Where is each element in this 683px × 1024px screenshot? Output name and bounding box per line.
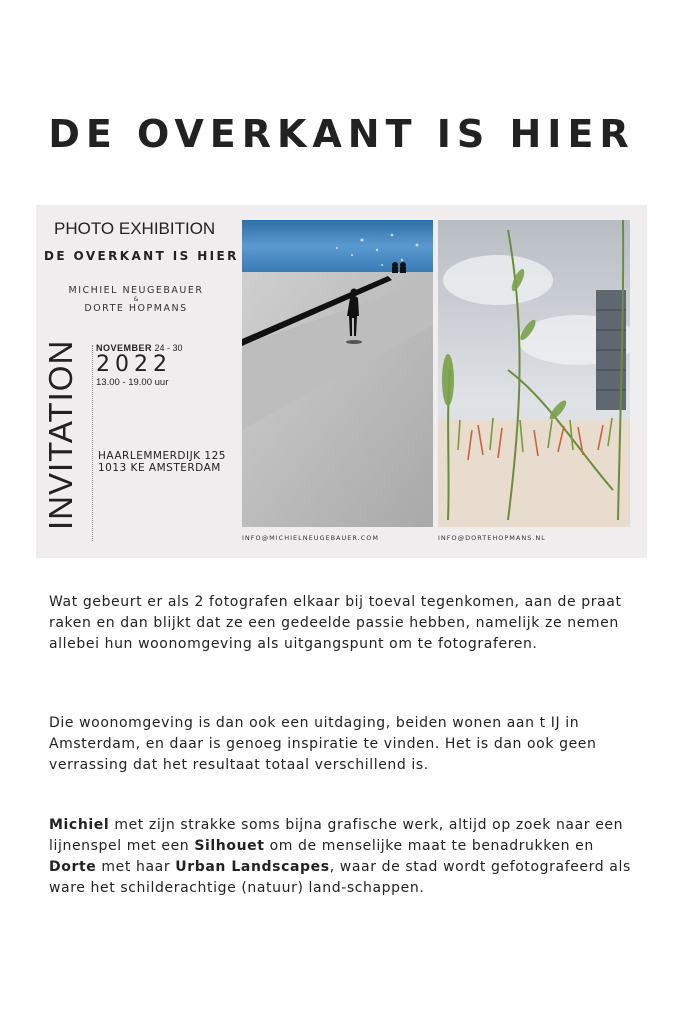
paragraph-environment: Die woonomgeving is dan ook een uitdaging, beiden wonen aan t IJ in Amsterdam, en daar is genoeg inspiratie te vinden. Het is dan ook geen verrassing dat het resultaat totaal verschillend is. [49,715,597,773]
page-title: DE OVERKANT IS HIER [48,112,635,156]
date-block [96,343,183,388]
invitation-label: INVITATION [42,339,79,530]
photo-exhibition-label: PHOTO EXHIBITION [54,219,216,238]
month: NOVEMBER [96,343,153,353]
days: 24 - 30 [154,343,183,353]
highlight-urban-landscapes: Urban Landscapes [175,859,330,875]
paragraph-text: met zijn strakke soms bijna grafische werk, altijd op zoek naar een lijnenspel met een [49,817,624,854]
artist-name: MICHIEL NEUGEBAUER [68,285,204,296]
address-line: HAARLEMMERDIJK 125 [98,450,226,462]
ampersand: & [133,296,139,303]
year: 2022 [96,352,172,377]
address [98,450,226,474]
invitation-card [36,205,647,558]
card-title: DE OVERKANT IS HIER [44,249,239,263]
email-michiel: INFO@MICHIELNEUGEBAUER.COM [242,534,379,542]
artists [36,285,236,315]
paragraph-text: met haar [96,859,176,875]
highlight-dorte: Dorte [49,859,97,875]
paragraph-artists [49,815,639,899]
opening-hours: 13.00 - 19.00 uur [96,377,169,388]
email-dorte: INFO@DORTEHOPMANS.NL [438,534,546,542]
dotted-divider [92,345,93,541]
highlight-silhouet: Silhouet [194,838,265,854]
artist-name: DORTE HOPMANS [84,303,188,314]
paragraph-text: om de menselijke maat te benadrukken en [264,838,594,854]
photo-urban-landscape [438,220,630,527]
photo-silhouette-promenade [242,220,433,527]
address-line: 1013 KE AMSTERDAM [98,462,221,474]
highlight-michiel: Michiel [49,817,110,833]
paragraph-intro: Wat gebeurt er als 2 fotografen elkaar bij toeval tegenkomen, aan de praat raken en dan blijkt dat ze een gedeelde passie hebben, namelijk ze nemen allebei hun woonomgeving als uitgangspunt om te fotograferen. [49,594,622,652]
paragraph-text: , waar de stad wordt gefotografeerd als ware het schilderachtige (natuur) land-schappen. [49,859,631,896]
